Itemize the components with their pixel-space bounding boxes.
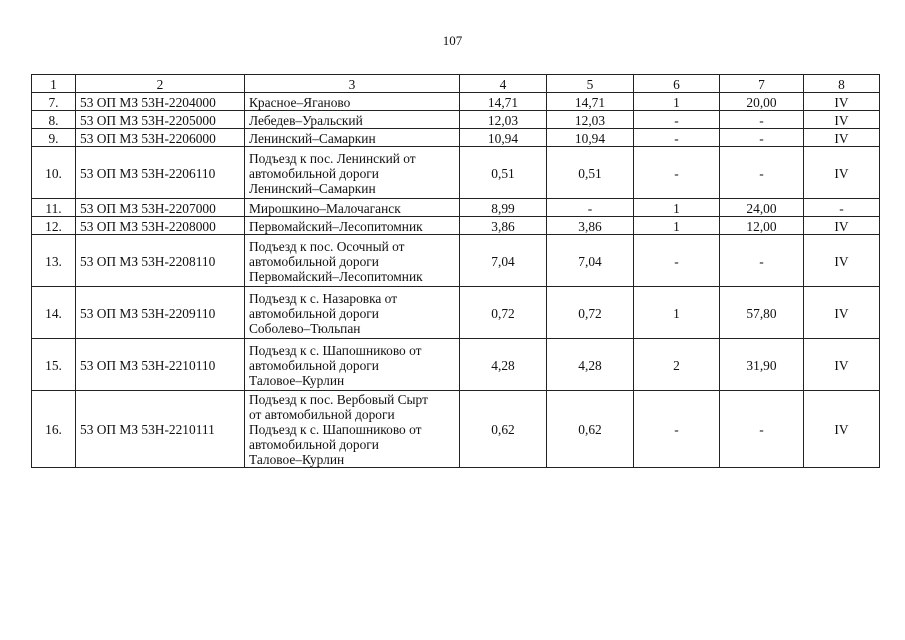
cell-col7: 57,80 <box>720 287 804 339</box>
cell-col6: 1 <box>634 217 720 235</box>
cell-col5: 0,62 <box>547 391 634 468</box>
roads-table <box>31 74 880 468</box>
header-cell: 4 <box>460 75 547 93</box>
cell-col7: 31,90 <box>720 339 804 391</box>
cell-col5: 10,94 <box>547 129 634 147</box>
road-name: Подъезд к с. Шапошниково от автомобильной дороги Таловое–Курлин <box>245 339 460 391</box>
table-row <box>32 287 880 339</box>
cell-col8: IV <box>804 287 880 339</box>
cell-col5: 12,03 <box>547 111 634 129</box>
row-number: 8. <box>32 111 76 129</box>
cell-col8: IV <box>804 391 880 468</box>
cell-col6: 1 <box>634 287 720 339</box>
row-number: 13. <box>32 235 76 287</box>
road-code: 53 ОП МЗ 53Н-2206110 <box>76 147 245 199</box>
row-number: 15. <box>32 339 76 391</box>
cell-col7: - <box>720 111 804 129</box>
cell-col4: 4,28 <box>460 339 547 391</box>
header-cell: 3 <box>245 75 460 93</box>
cell-col6: - <box>634 129 720 147</box>
cell-col7: - <box>720 235 804 287</box>
road-code: 53 ОП МЗ 53Н-2208000 <box>76 217 245 235</box>
cell-col4: 0,51 <box>460 147 547 199</box>
cell-col6: - <box>634 111 720 129</box>
page-number: 107 <box>442 33 463 48</box>
table-row <box>32 235 880 287</box>
road-name: Подъезд к пос. Ленинский от автомобильной дороги Ленинский–Самаркин <box>245 147 460 199</box>
header-cell: 1 <box>32 75 76 93</box>
cell-col6: 1 <box>634 93 720 111</box>
cell-col7: - <box>720 391 804 468</box>
cell-col8: IV <box>804 129 880 147</box>
table-row <box>32 93 880 111</box>
road-name: Подъезд к с. Назаровка от автомобильной дороги Соболево–Тюльпан <box>245 287 460 339</box>
cell-col5: - <box>547 199 634 217</box>
row-number: 11. <box>32 199 76 217</box>
cell-col6: 1 <box>634 199 720 217</box>
table-row <box>32 147 880 199</box>
table-row <box>32 111 880 129</box>
table-row <box>32 391 880 468</box>
cell-col6: 2 <box>634 339 720 391</box>
cell-col4: 0,62 <box>460 391 547 468</box>
cell-col4: 3,86 <box>460 217 547 235</box>
header-cell: 5 <box>547 75 634 93</box>
road-name: Ленинский–Самаркин <box>245 129 460 147</box>
cell-col5: 4,28 <box>547 339 634 391</box>
cell-col7: - <box>720 147 804 199</box>
row-number: 16. <box>32 391 76 468</box>
header-cell: 6 <box>634 75 720 93</box>
road-code: 53 ОП МЗ 53Н-2204000 <box>76 93 245 111</box>
road-name: Красное–Яганово <box>245 93 460 111</box>
table-row <box>32 199 880 217</box>
cell-col6: - <box>634 147 720 199</box>
cell-col4: 10,94 <box>460 129 547 147</box>
road-code: 53 ОП МЗ 53Н-2210111 <box>76 391 245 468</box>
cell-col5: 0,51 <box>547 147 634 199</box>
table-row <box>32 217 880 235</box>
road-code: 53 ОП МЗ 53Н-2210110 <box>76 339 245 391</box>
cell-col5: 3,86 <box>547 217 634 235</box>
cell-col4: 14,71 <box>460 93 547 111</box>
road-code: 53 ОП МЗ 53Н-2206000 <box>76 129 245 147</box>
cell-col4: 0,72 <box>460 287 547 339</box>
road-name: Мирошкино–Малочаганск <box>245 199 460 217</box>
cell-col8: IV <box>804 339 880 391</box>
row-number: 10. <box>32 147 76 199</box>
cell-col7: 20,00 <box>720 93 804 111</box>
header-cell: 2 <box>76 75 245 93</box>
table-row <box>32 129 880 147</box>
road-name: Лебедев–Уральский <box>245 111 460 129</box>
cell-col8: IV <box>804 111 880 129</box>
cell-col6: - <box>634 391 720 468</box>
cell-col6: - <box>634 235 720 287</box>
cell-col5: 7,04 <box>547 235 634 287</box>
row-number: 7. <box>32 93 76 111</box>
cell-col8: IV <box>804 235 880 287</box>
road-code: 53 ОП МЗ 53Н-2205000 <box>76 111 245 129</box>
table-row <box>32 339 880 391</box>
road-code: 53 ОП МЗ 53Н-2208110 <box>76 235 245 287</box>
road-name: Первомайский–Лесопитомник <box>245 217 460 235</box>
road-name: Подъезд к пос. Осочный от автомобильной дороги Первомайский–Лесопитомник <box>245 235 460 287</box>
cell-col8: IV <box>804 93 880 111</box>
cell-col7: - <box>720 129 804 147</box>
cell-col5: 0,72 <box>547 287 634 339</box>
row-number: 14. <box>32 287 76 339</box>
row-number: 12. <box>32 217 76 235</box>
road-name: Подъезд к пос. Вербовый Сырт от автомобильной дороги Подъезд к с. Шапошниково от автомобильной дороги Таловое–Курлин <box>245 391 460 468</box>
cell-col4: 12,03 <box>460 111 547 129</box>
table-header-row <box>32 75 880 93</box>
row-number: 9. <box>32 129 76 147</box>
header-cell: 7 <box>720 75 804 93</box>
cell-col8: IV <box>804 147 880 199</box>
road-code: 53 ОП МЗ 53Н-2209110 <box>76 287 245 339</box>
cell-col4: 7,04 <box>460 235 547 287</box>
cell-col4: 8,99 <box>460 199 547 217</box>
cell-col7: 12,00 <box>720 217 804 235</box>
cell-col8: - <box>804 199 880 217</box>
cell-col8: IV <box>804 217 880 235</box>
road-code: 53 ОП МЗ 53Н-2207000 <box>76 199 245 217</box>
cell-col5: 14,71 <box>547 93 634 111</box>
header-cell: 8 <box>804 75 880 93</box>
cell-col7: 24,00 <box>720 199 804 217</box>
